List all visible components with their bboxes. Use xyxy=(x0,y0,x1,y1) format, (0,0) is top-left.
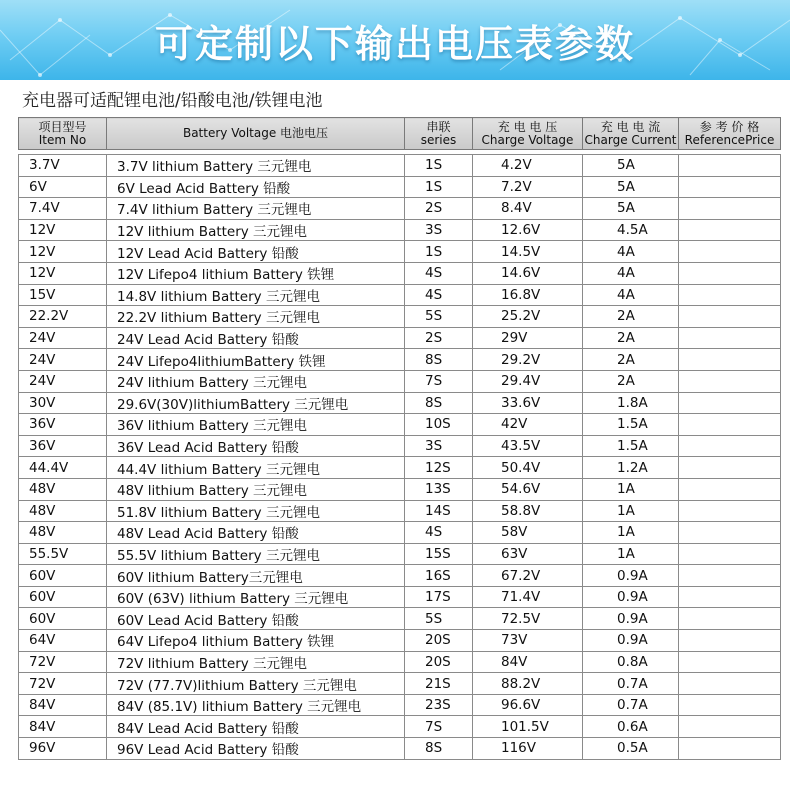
charge-voltage-cell: 29.2V xyxy=(473,349,583,371)
series-cell: 12S xyxy=(405,457,473,479)
charge-current-cell: 1A xyxy=(583,543,679,565)
header-item-no: 项目型号 Item No xyxy=(19,118,107,150)
table-row xyxy=(19,284,781,306)
charge-current-cell: 1.5A xyxy=(583,414,679,436)
charge-current-cell: 2A xyxy=(583,327,679,349)
header-reference-price: 参 考 价 格 ReferencePrice xyxy=(679,118,781,150)
series-cell: 3S xyxy=(405,219,473,241)
series-cell: 13S xyxy=(405,478,473,500)
charge-voltage-cell: 16.8V xyxy=(473,284,583,306)
series-cell: 7S xyxy=(405,716,473,738)
table-row xyxy=(19,716,781,738)
reference-price-cell xyxy=(679,457,781,479)
battery-voltage-cell: 84V (85.1V) lithium Battery 三元锂电 xyxy=(107,694,405,716)
reference-price-cell xyxy=(679,673,781,695)
table-row xyxy=(19,349,781,371)
item-no-cell: 96V xyxy=(19,738,107,760)
reference-price-cell xyxy=(679,414,781,436)
reference-price-cell xyxy=(679,349,781,371)
battery-voltage-cell: 36V Lead Acid Battery 铅酸 xyxy=(107,435,405,457)
item-no-cell: 12V xyxy=(19,219,107,241)
series-cell: 17S xyxy=(405,586,473,608)
charge-voltage-cell: 25.2V xyxy=(473,306,583,328)
reference-price-cell xyxy=(679,262,781,284)
battery-voltage-cell: 29.6V(30V)lithiumBattery 三元锂电 xyxy=(107,392,405,414)
table-row xyxy=(19,630,781,652)
battery-voltage-cell: 84V Lead Acid Battery 铅酸 xyxy=(107,716,405,738)
charge-voltage-cell: 96.6V xyxy=(473,694,583,716)
item-no-cell: 24V xyxy=(19,327,107,349)
item-no-cell: 30V xyxy=(19,392,107,414)
table-row xyxy=(19,457,781,479)
charge-voltage-cell: 116V xyxy=(473,738,583,760)
series-cell: 15S xyxy=(405,543,473,565)
subtitle: 充电器可适配锂电池/铅酸电池/铁锂电池 xyxy=(22,91,323,111)
reference-price-cell xyxy=(679,478,781,500)
item-no-cell: 60V xyxy=(19,565,107,587)
series-cell: 5S xyxy=(405,306,473,328)
series-cell: 4S xyxy=(405,262,473,284)
table-row xyxy=(19,543,781,565)
reference-price-cell xyxy=(679,219,781,241)
table-row xyxy=(19,327,781,349)
table-row xyxy=(19,370,781,392)
item-no-cell: 12V xyxy=(19,241,107,263)
reference-price-cell xyxy=(679,500,781,522)
battery-voltage-cell: 6V Lead Acid Battery 铅酸 xyxy=(107,176,405,198)
series-cell: 1S xyxy=(405,241,473,263)
series-cell: 23S xyxy=(405,694,473,716)
reference-price-cell xyxy=(679,241,781,263)
header-battery-voltage: Battery Voltage 电池电压 xyxy=(107,118,405,150)
item-no-cell: 60V xyxy=(19,608,107,630)
charge-current-cell: 0.8A xyxy=(583,651,679,673)
charge-current-cell: 0.7A xyxy=(583,673,679,695)
charge-voltage-cell: 8.4V xyxy=(473,198,583,220)
charge-current-cell: 0.7A xyxy=(583,694,679,716)
table-row xyxy=(19,586,781,608)
item-no-cell: 60V xyxy=(19,586,107,608)
reference-price-cell xyxy=(679,738,781,760)
charge-current-cell: 2A xyxy=(583,370,679,392)
charge-voltage-cell: 14.6V xyxy=(473,262,583,284)
table-row xyxy=(19,435,781,457)
table-row xyxy=(19,478,781,500)
charge-voltage-cell: 71.4V xyxy=(473,586,583,608)
series-cell: 2S xyxy=(405,327,473,349)
series-cell: 20S xyxy=(405,630,473,652)
table-row xyxy=(19,155,781,177)
banner-title: 可定制以下输出电压表参数 xyxy=(154,21,635,66)
charge-voltage-cell: 43.5V xyxy=(473,435,583,457)
charge-voltage-cell: 88.2V xyxy=(473,673,583,695)
reference-price-cell xyxy=(679,651,781,673)
voltage-table xyxy=(18,117,781,760)
table-row xyxy=(19,262,781,284)
table-header-row xyxy=(19,118,781,150)
reference-price-cell xyxy=(679,155,781,177)
charge-current-cell: 1A xyxy=(583,478,679,500)
battery-voltage-cell: 64V Lifepo4 lithium Battery 铁锂 xyxy=(107,630,405,652)
battery-voltage-cell: 12V Lead Acid Battery 铅酸 xyxy=(107,241,405,263)
battery-voltage-cell: 72V (77.7V)lithium Battery 三元锂电 xyxy=(107,673,405,695)
table-row xyxy=(19,565,781,587)
item-no-cell: 7.4V xyxy=(19,198,107,220)
charge-voltage-cell: 14.5V xyxy=(473,241,583,263)
item-no-cell: 24V xyxy=(19,370,107,392)
table-row xyxy=(19,306,781,328)
reference-price-cell xyxy=(679,435,781,457)
battery-voltage-cell: 24V lithium Battery 三元锂电 xyxy=(107,370,405,392)
item-no-cell: 48V xyxy=(19,500,107,522)
series-cell: 21S xyxy=(405,673,473,695)
series-cell: 8S xyxy=(405,738,473,760)
charge-voltage-cell: 58V xyxy=(473,522,583,544)
battery-voltage-cell: 55.5V lithium Battery 三元锂电 xyxy=(107,543,405,565)
charge-voltage-cell: 58.8V xyxy=(473,500,583,522)
reference-price-cell xyxy=(679,392,781,414)
battery-voltage-cell: 12V Lifepo4 lithium Battery 铁锂 xyxy=(107,262,405,284)
charge-current-cell: 2A xyxy=(583,306,679,328)
table-row xyxy=(19,694,781,716)
reference-price-cell xyxy=(679,306,781,328)
charge-voltage-cell: 101.5V xyxy=(473,716,583,738)
series-cell: 16S xyxy=(405,565,473,587)
table-row xyxy=(19,392,781,414)
charge-current-cell: 4A xyxy=(583,241,679,263)
charge-voltage-cell: 42V xyxy=(473,414,583,436)
charge-current-cell: 0.5A xyxy=(583,738,679,760)
charge-voltage-cell: 4.2V xyxy=(473,155,583,177)
series-cell: 1S xyxy=(405,155,473,177)
item-no-cell: 72V xyxy=(19,673,107,695)
charge-current-cell: 0.9A xyxy=(583,608,679,630)
battery-voltage-cell: 60V (63V) lithium Battery 三元锂电 xyxy=(107,586,405,608)
item-no-cell: 48V xyxy=(19,478,107,500)
reference-price-cell xyxy=(679,565,781,587)
table-row xyxy=(19,738,781,760)
battery-voltage-cell: 72V lithium Battery 三元锂电 xyxy=(107,651,405,673)
charge-current-cell: 5A xyxy=(583,155,679,177)
charge-current-cell: 2A xyxy=(583,349,679,371)
series-cell: 7S xyxy=(405,370,473,392)
charge-voltage-cell: 67.2V xyxy=(473,565,583,587)
table-row xyxy=(19,651,781,673)
item-no-cell: 3.7V xyxy=(19,155,107,177)
charge-voltage-cell: 63V xyxy=(473,543,583,565)
item-no-cell: 84V xyxy=(19,716,107,738)
charge-current-cell: 0.9A xyxy=(583,586,679,608)
item-no-cell: 36V xyxy=(19,435,107,457)
battery-voltage-cell: 14.8V lithium Battery 三元锂电 xyxy=(107,284,405,306)
battery-voltage-cell: 51.8V lithium Battery 三元锂电 xyxy=(107,500,405,522)
charge-voltage-cell: 72.5V xyxy=(473,608,583,630)
reference-price-cell xyxy=(679,716,781,738)
item-no-cell: 72V xyxy=(19,651,107,673)
battery-voltage-cell: 12V lithium Battery 三元锂电 xyxy=(107,219,405,241)
charge-current-cell: 0.6A xyxy=(583,716,679,738)
header-banner xyxy=(0,0,790,80)
charge-voltage-cell: 54.6V xyxy=(473,478,583,500)
series-cell: 3S xyxy=(405,435,473,457)
table-row xyxy=(19,500,781,522)
reference-price-cell xyxy=(679,198,781,220)
charge-voltage-cell: 73V xyxy=(473,630,583,652)
item-no-cell: 24V xyxy=(19,349,107,371)
table-row xyxy=(19,176,781,198)
charge-current-cell: 4A xyxy=(583,284,679,306)
battery-voltage-cell: 96V Lead Acid Battery 铅酸 xyxy=(107,738,405,760)
charge-voltage-cell: 12.6V xyxy=(473,219,583,241)
battery-voltage-cell: 48V Lead Acid Battery 铅酸 xyxy=(107,522,405,544)
series-cell: 14S xyxy=(405,500,473,522)
header-charge-voltage: 充 电 电 压 Charge Voltage xyxy=(473,118,583,150)
series-cell: 20S xyxy=(405,651,473,673)
item-no-cell: 22.2V xyxy=(19,306,107,328)
table-row xyxy=(19,414,781,436)
header-charge-current: 充 电 电 流 Charge Current xyxy=(583,118,679,150)
battery-voltage-cell: 3.7V lithium Battery 三元锂电 xyxy=(107,155,405,177)
reference-price-cell xyxy=(679,522,781,544)
charge-current-cell: 1A xyxy=(583,500,679,522)
charge-current-cell: 0.9A xyxy=(583,565,679,587)
series-cell: 4S xyxy=(405,284,473,306)
charge-current-cell: 5A xyxy=(583,198,679,220)
series-cell: 8S xyxy=(405,349,473,371)
series-cell: 8S xyxy=(405,392,473,414)
reference-price-cell xyxy=(679,176,781,198)
table-row xyxy=(19,219,781,241)
battery-voltage-cell: 60V lithium Battery三元锂电 xyxy=(107,565,405,587)
reference-price-cell xyxy=(679,630,781,652)
battery-voltage-cell: 22.2V lithium Battery 三元锂电 xyxy=(107,306,405,328)
item-no-cell: 12V xyxy=(19,262,107,284)
battery-voltage-cell: 48V lithium Battery 三元锂电 xyxy=(107,478,405,500)
charge-voltage-cell: 29V xyxy=(473,327,583,349)
reference-price-cell xyxy=(679,543,781,565)
reference-price-cell xyxy=(679,284,781,306)
reference-price-cell xyxy=(679,327,781,349)
series-cell: 1S xyxy=(405,176,473,198)
charge-current-cell: 5A xyxy=(583,176,679,198)
battery-voltage-cell: 60V Lead Acid Battery 铅酸 xyxy=(107,608,405,630)
reference-price-cell xyxy=(679,370,781,392)
charge-voltage-cell: 33.6V xyxy=(473,392,583,414)
table-body xyxy=(19,150,781,760)
battery-voltage-cell: 36V lithium Battery 三元锂电 xyxy=(107,414,405,436)
item-no-cell: 84V xyxy=(19,694,107,716)
charge-current-cell: 1.8A xyxy=(583,392,679,414)
charge-voltage-cell: 7.2V xyxy=(473,176,583,198)
reference-price-cell xyxy=(679,694,781,716)
charge-voltage-cell: 29.4V xyxy=(473,370,583,392)
item-no-cell: 15V xyxy=(19,284,107,306)
charge-current-cell: 1.5A xyxy=(583,435,679,457)
charge-current-cell: 4A xyxy=(583,262,679,284)
table-row xyxy=(19,608,781,630)
series-cell: 2S xyxy=(405,198,473,220)
item-no-cell: 55.5V xyxy=(19,543,107,565)
charge-voltage-cell: 84V xyxy=(473,651,583,673)
battery-voltage-cell: 7.4V lithium Battery 三元锂电 xyxy=(107,198,405,220)
reference-price-cell xyxy=(679,586,781,608)
table-row xyxy=(19,198,781,220)
charge-current-cell: 1.2A xyxy=(583,457,679,479)
table-row xyxy=(19,522,781,544)
series-cell: 4S xyxy=(405,522,473,544)
table-row xyxy=(19,673,781,695)
battery-voltage-cell: 44.4V lithium Battery 三元锂电 xyxy=(107,457,405,479)
series-cell: 5S xyxy=(405,608,473,630)
item-no-cell: 48V xyxy=(19,522,107,544)
item-no-cell: 64V xyxy=(19,630,107,652)
battery-voltage-cell: 24V Lifepo4lithiumBattery 铁锂 xyxy=(107,349,405,371)
item-no-cell: 6V xyxy=(19,176,107,198)
reference-price-cell xyxy=(679,608,781,630)
item-no-cell: 36V xyxy=(19,414,107,436)
header-series: 串联 series xyxy=(405,118,473,150)
battery-voltage-cell: 24V Lead Acid Battery 铅酸 xyxy=(107,327,405,349)
charge-voltage-cell: 50.4V xyxy=(473,457,583,479)
series-cell: 10S xyxy=(405,414,473,436)
charge-current-cell: 0.9A xyxy=(583,630,679,652)
charge-current-cell: 1A xyxy=(583,522,679,544)
charge-current-cell: 4.5A xyxy=(583,219,679,241)
item-no-cell: 44.4V xyxy=(19,457,107,479)
table-row xyxy=(19,241,781,263)
